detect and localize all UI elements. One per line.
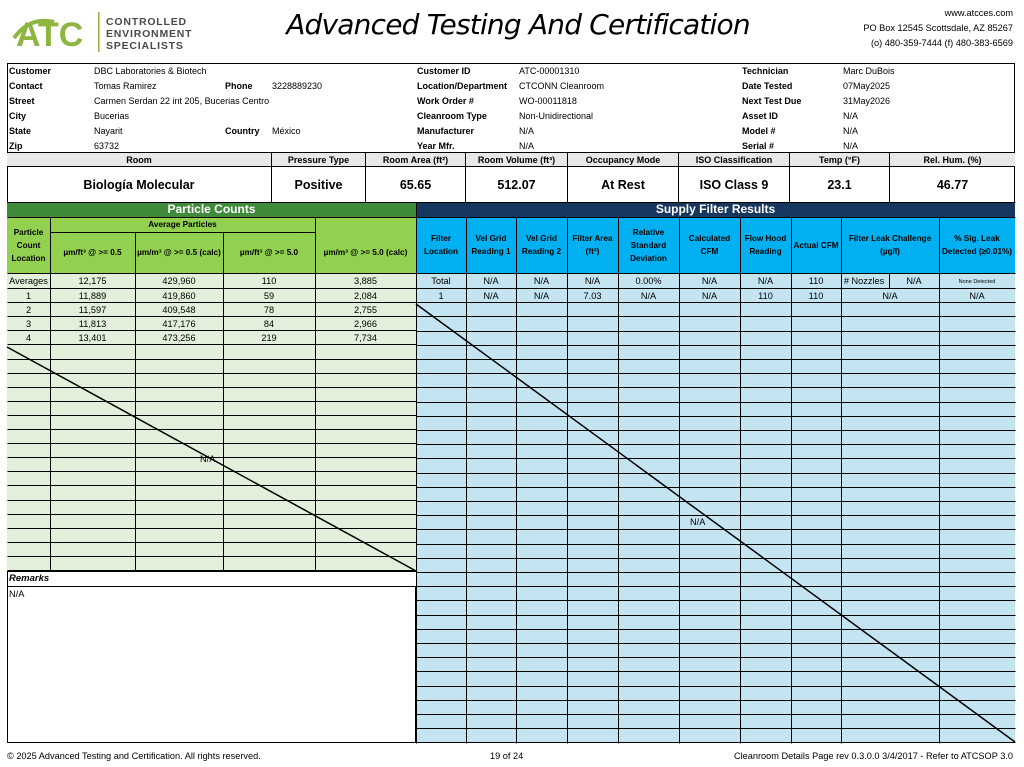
temp-header: Temp (°F) xyxy=(790,153,890,166)
iso-value: ISO Class 9 xyxy=(679,167,790,202)
serial-label: Serial # xyxy=(742,141,775,151)
year-value: N/A xyxy=(519,141,535,151)
next-test-value: 31May2026 xyxy=(843,96,891,106)
model-label: Model # xyxy=(742,126,776,136)
remarks-box xyxy=(7,586,416,743)
asset-value: N/A xyxy=(843,111,859,121)
row-ft3-05: 11,889 xyxy=(78,291,107,301)
avg-m3-05: 429,960 xyxy=(162,276,196,286)
supply-filter-band: Supply Filter Results xyxy=(416,202,1015,217)
row-m3-50: 2,755 xyxy=(354,305,377,315)
row-m3-50: 2,084 xyxy=(354,291,377,301)
filter-sig-leak: N/A xyxy=(969,291,985,301)
country-value: México xyxy=(272,126,301,136)
room-header: Room xyxy=(7,153,272,166)
row-ft3-50: 219 xyxy=(261,333,277,343)
room-area-header: Room Area (ft²) xyxy=(366,153,466,166)
nozzles-value: N/A xyxy=(906,276,922,286)
total-vel-2: N/A xyxy=(533,276,550,286)
room-value: Biología Molecular xyxy=(7,167,272,202)
customer-id-value: ATC-00001310 xyxy=(519,66,580,76)
zip-value: 63732 xyxy=(94,141,120,151)
state-value: Nayarit xyxy=(94,126,123,136)
row-number: 1 xyxy=(25,291,32,301)
date-tested-value: 07May2025 xyxy=(843,81,891,91)
row-ft3-50: 84 xyxy=(263,319,275,329)
flow-hood-header: Flow Hood Reading xyxy=(744,234,787,256)
street-label: Street xyxy=(9,96,35,106)
next-test-label: Next Test Due xyxy=(742,96,802,106)
filter-leak-challenge: N/A xyxy=(882,291,898,301)
filter-na-label: N/A xyxy=(690,517,706,527)
manufacturer-value: N/A xyxy=(519,126,535,136)
total-calc-cfm: N/A xyxy=(701,276,718,286)
leak-challenge-header: Filter Leak Challenge (µg/l) xyxy=(848,234,932,256)
work-order-value: WO-00011818 xyxy=(519,96,577,106)
vel-grid-1-header: Vel Grid Reading 1 xyxy=(471,234,511,256)
occupancy-value: At Rest xyxy=(568,167,679,202)
phone-label: Phone xyxy=(225,81,253,91)
technician-value: Marc DuBois xyxy=(843,66,895,76)
total-label: Total xyxy=(431,276,451,286)
actual-cfm-header: Actual CFM xyxy=(793,240,839,250)
col-ft3-05: µm/ft³ @ >= 0.5 xyxy=(63,248,122,257)
street-value: Carmen Serdan 22 int 205, Bucerias Centro xyxy=(94,96,270,106)
row-ft3-05: 11,813 xyxy=(78,319,107,329)
room-area-value: 65.65 xyxy=(366,167,466,202)
state-label: State xyxy=(9,126,32,136)
row-number: 4 xyxy=(25,333,32,343)
filter-vel-1: N/A xyxy=(483,291,499,301)
particle-location-header: Particle Count Location xyxy=(11,227,46,263)
company-address: PO Box 12545 Scottsdale, AZ 85267 xyxy=(863,23,1013,33)
filter-area: 7.03 xyxy=(583,291,602,301)
row-number: 2 xyxy=(25,305,32,315)
particle-na-label: N/A xyxy=(200,454,216,464)
customer-value: DBC Laboratories & Biotech xyxy=(94,66,207,76)
row-m3-05: 409,548 xyxy=(162,305,196,315)
col-m3-50: µm/m³ @ >= 5.0 (calc) xyxy=(323,248,408,257)
technician-label: Technician xyxy=(742,66,789,76)
zip-label: Zip xyxy=(9,141,23,151)
date-tested-label: Date Tested xyxy=(742,81,793,91)
company-phones: (o) 480-359-7444 (f) 480-383-6569 xyxy=(871,38,1013,48)
cleanroom-type-label: Cleanroom Type xyxy=(417,111,487,121)
filter-vel-2: N/A xyxy=(533,291,550,301)
humidity-header: Rel. Hum. (%) xyxy=(923,154,982,165)
filter-rsd: N/A xyxy=(640,291,657,301)
row-m3-05: 419,860 xyxy=(162,291,196,301)
city-value: Bucerias xyxy=(94,111,130,121)
customer-id-label: Customer ID xyxy=(417,66,471,76)
sig-leak-header: % Sig. Leak Detected (≥0.01%) xyxy=(941,234,1013,256)
pressure-type-header: Pressure Type xyxy=(272,153,366,166)
remarks-label: Remarks xyxy=(9,573,50,584)
remarks-text: N/A xyxy=(9,589,25,599)
logo-subtitle-1: CONTROLLED xyxy=(106,16,187,28)
row-ft3-50: 78 xyxy=(263,305,275,315)
asset-label: Asset ID xyxy=(742,111,779,121)
filter-na-diagonal xyxy=(416,304,1015,742)
filter-actual-cfm: 110 xyxy=(808,291,824,301)
year-label: Year Mfr. xyxy=(417,141,455,151)
filter-calc-cfm: N/A xyxy=(701,291,718,301)
logo-subtitle-2: ENVIRONMENT xyxy=(106,28,193,40)
footer-page-number: 19 of 24 xyxy=(490,751,524,761)
location-value: CTCONN Cleanroom xyxy=(519,81,605,91)
logo-subtitle-3: SPECIALISTS xyxy=(106,40,184,52)
filter-location-header: Filter Location xyxy=(423,234,459,256)
total-vel-1: N/A xyxy=(483,276,499,286)
average-particles-header: Average Particles xyxy=(148,220,217,229)
total-area: N/A xyxy=(584,276,601,286)
col-m3-05: µm/m³ @ >= 0.5 (calc) xyxy=(137,248,221,257)
filter-flow-hood: 110 xyxy=(758,291,773,301)
averages-label: Averages xyxy=(9,276,48,286)
total-flow-hood: N/A xyxy=(757,276,774,286)
row-ft3-50: 59 xyxy=(263,291,275,301)
serial-value: N/A xyxy=(843,141,859,151)
nozzles-label: # Nozzles xyxy=(843,276,885,286)
row-m3-05: 473,256 xyxy=(162,333,196,343)
manufacturer-label: Manufacturer xyxy=(417,126,475,136)
model-value: N/A xyxy=(843,126,859,136)
country-label: Country xyxy=(225,126,260,136)
row-m3-50: 7,734 xyxy=(354,333,377,343)
location-label: Location/Department xyxy=(417,81,508,91)
report-title: Advanced Testing And Certification xyxy=(286,8,750,41)
pressure-type-value: Positive xyxy=(272,167,366,202)
phone-value: 3228889230 xyxy=(272,81,323,91)
website-link[interactable]: www.atcces.com xyxy=(944,8,1013,18)
avg-m3-50: 3,885 xyxy=(354,276,377,286)
filter-area-header: Filter Area (ft²) xyxy=(572,234,613,256)
avg-ft3-50: 110 xyxy=(261,276,277,286)
customer-label: Customer xyxy=(9,66,52,76)
work-order-label: Work Order # xyxy=(417,96,474,106)
total-actual-cfm: 110 xyxy=(808,276,824,286)
logo-text: ATC xyxy=(16,16,84,54)
room-volume-header: Room Volume (ft³) xyxy=(466,153,568,166)
footer-revision: Cleanroom Details Page rev 0.3.0.0 3/4/2017 - Refer to ATCSOP 3.0 xyxy=(733,751,1013,761)
cleanroom-type-value: Non-Unidirectional xyxy=(519,111,594,121)
filter-location: 1 xyxy=(438,291,444,301)
calc-cfm-header: Calculated CFM xyxy=(688,234,731,256)
rsd-header: Relative Standard Deviation xyxy=(630,227,667,263)
contact-value: Tomas Ramirez xyxy=(94,81,157,91)
avg-ft3-05: 12,175 xyxy=(78,276,107,286)
row-m3-05: 417,176 xyxy=(162,319,196,329)
row-ft3-05: 13,401 xyxy=(78,333,107,343)
total-rsd: 0.00% xyxy=(635,276,662,286)
temp-value: 23.1 xyxy=(790,167,890,202)
footer-copyright: © 2025 Advanced Testing and Certification. All rights reserved. xyxy=(7,751,261,761)
row-m3-50: 2,966 xyxy=(354,319,377,329)
vel-grid-2-header: Vel Grid Reading 2 xyxy=(521,234,562,256)
particle-counts-band: Particle Counts xyxy=(7,202,416,217)
city-label: City xyxy=(9,111,27,121)
room-volume-value: 512.07 xyxy=(466,167,568,202)
col-ft3-50: µm/ft³ @ >= 5.0 xyxy=(239,248,299,257)
row-number: 3 xyxy=(25,319,32,329)
occupancy-header: Occupancy Mode xyxy=(568,153,679,166)
none-detected: None Detected xyxy=(958,279,996,285)
row-ft3-05: 11,597 xyxy=(78,305,107,315)
humidity-value: 46.77 xyxy=(936,177,969,192)
contact-label: Contact xyxy=(9,81,43,91)
iso-header: ISO Classification xyxy=(679,153,790,166)
